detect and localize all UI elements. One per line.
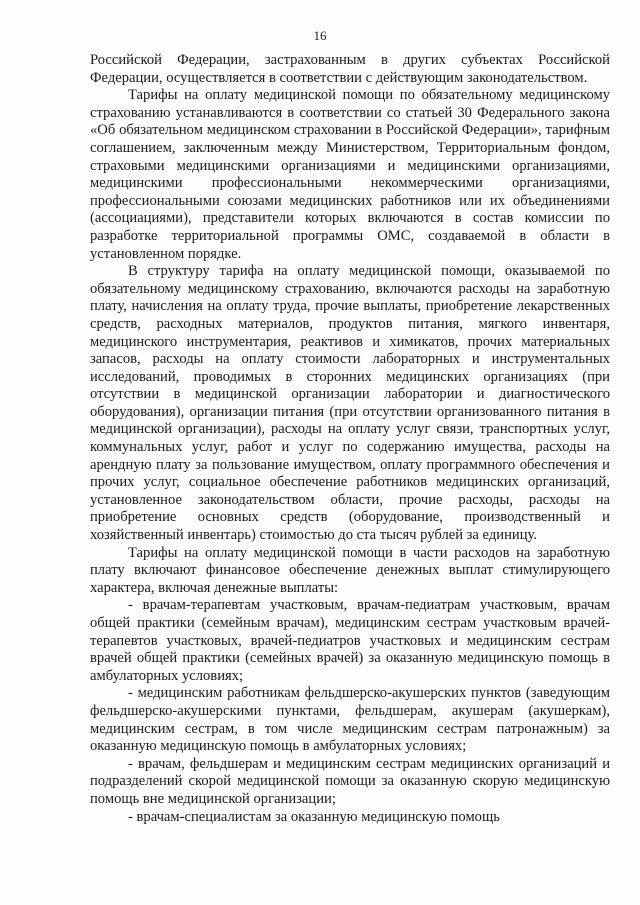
list-item-3: - врачам, фельдшерам и медицинским сестрам медицинских организаций и подразделений скорой медицинской помощи за оказанную скорую медицинскую помощь вне медицинской организации;	[90, 755, 610, 807]
list-item-4: - врачам-специалистам за оказанную медицинскую помощь	[128, 808, 500, 825]
paragraph-4: Тарифы на оплату медицинской помощи в части расходов на заработную плату включают финансовое обеспечение денежных выплат стимулирующего характера, включая денежные выплаты:	[90, 544, 610, 596]
paragraph-2: Тарифы на оплату медицинской помощи по обязательному медицинскому страхованию устанавливаются в соответствии со статьей 30 Федерального закона «Об обязательном медицинском страховании в Российской Федерации», тарифным соглашением, заключенным между Министерством, Территориальным фондом, страховыми медицинскими организациями и медицинскими организациями, медицинскими профессиональными некоммерческими организациями, профессиональными союзами медицинских работников или их объединениями (ассоциациями), представители которых включаются в состав комиссии по разработке территориальной программы ОМС, создаваемой в области в установленном порядке.	[90, 87, 610, 262]
list-item-2: - медицинским работникам фельдшерско-акушерских пунктов (заведующим фельдшерско-акушерскими пунктами, фельдшерам, акушерам (акушеркам), медицинским сестрам, в том числе медицинским сестрам патронажным) за оказанную медицинскую помощь в амбулаторных условиях;	[90, 685, 610, 755]
paragraph-1: Российской Федерации, застрахованным в других субъектах Российской Федерации, осуществляется в соответствии с действующим законодательством.	[90, 52, 610, 86]
list-item-1: - врачам-терапевтам участковым, врачам-педиатрам участковым, врачам общей практики (семейным врачам), медицинским сестрам участковым врачей-терапевтов участковых, врачей-педиатров участковых и медицинским сестрам врачей общей практики (семейных врачей) за оказанную медицинскую помощь в амбулаторных условиях;	[90, 597, 610, 684]
document-body	[90, 52, 610, 826]
paragraph-3: В структуру тарифа на оплату медицинской помощи, оказываемой по обязательному медицинскому страхованию, включаются расходы на заработную плату, начисления на оплату труда, прочие выплаты, приобретение лекарственных средств, расходных материалов, продуктов питания, мягкого инвентаря, медицинского инструментария, реактивов и химикатов, прочих материальных запасов, расходы на оплату стоимости лабораторных и инструментальных исследований, проводимых в сторонних медицинских организациях (при отсутствии в медицинской организации лаборатории и диагностического оборудования), организации питания (при отсутствии организованного питания в медицинской организации), расходы на оплату услуг связи, транспортных услуг, коммунальных услуг, работ и услуг по содержанию имущества, расходы на арендную плату за пользование имуществом, оплату программного обеспечения и прочих услуг, социальное обеспечение работников медицинских организаций, установленное законодательством области, прочие расходы, расходы на приобретение основных средств (оборудование, производственный и хозяйственный инвентарь) стоимостью до ста тысяч рублей за единицу.	[90, 263, 610, 544]
page-number: 16	[313, 28, 327, 43]
